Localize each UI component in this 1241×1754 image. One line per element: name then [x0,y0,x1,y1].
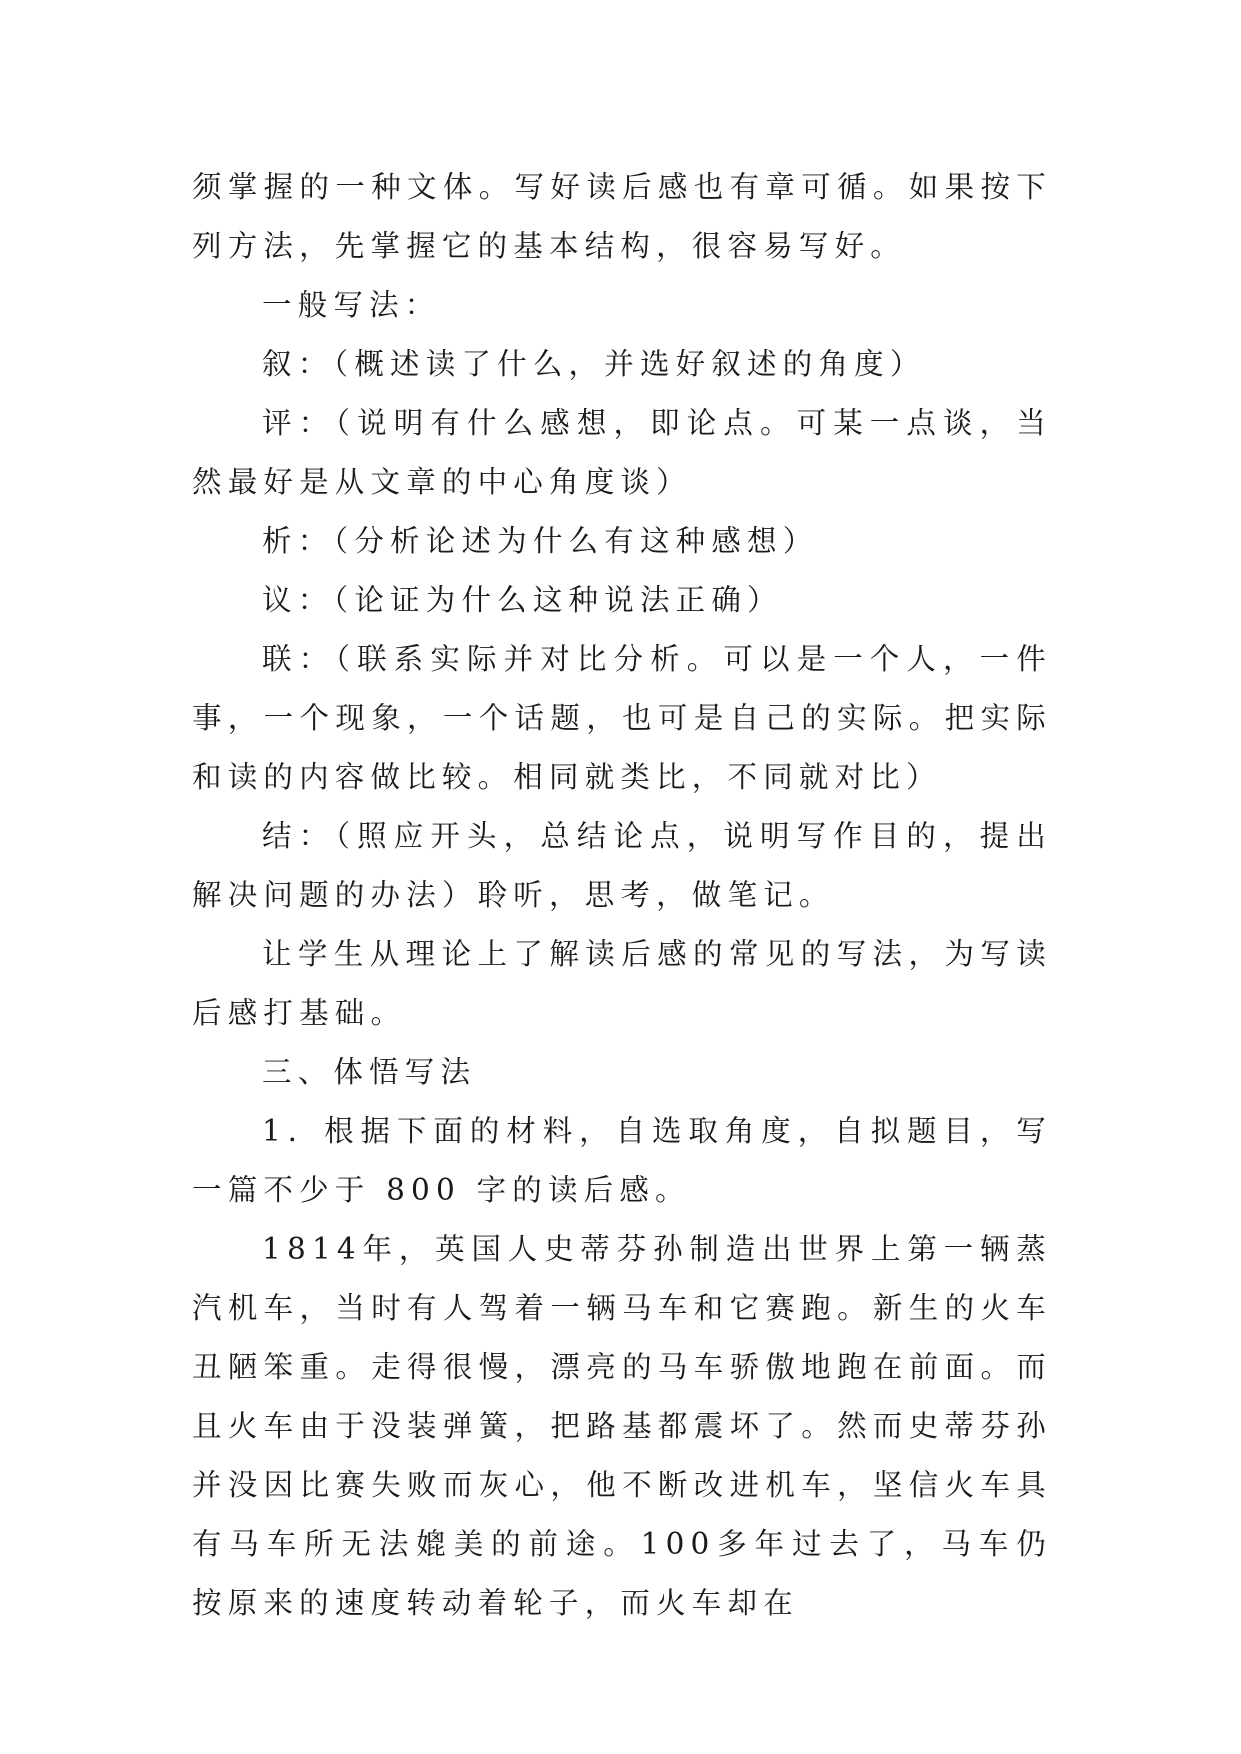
paragraph-6: 联：（联系实际并对比分析。可以是一个人，一件事，一个现象，一个话题，也可是自己的实际。把实际和读的内容做比较。相同就类比，不同就对比） [192,642,1052,794]
document-page [192,158,1052,1633]
paragraph-7: 结：（照应开头，总结论点，说明写作目的，提出解决问题的办法）聆听，思考，做笔记。 [192,819,1052,912]
paragraph-1: 一般写法： [262,288,441,322]
paragraph-2: 叙：（概述读了什么，并选好叙述的角度） [262,347,926,381]
paragraph-0: 须掌握的一种文体。写好读后感也有章可循。如果按下列方法，先掌握它的基本结构，很容易写好。 [192,170,1052,263]
paragraph-4: 析：（分析论述为什么有这种感想） [262,524,819,558]
paragraph-8: 让学生从理论上了解读后感的常见的写法，为写读后感打基础。 [192,937,1052,1030]
paragraph-3: 评：（说明有什么感想，即论点。可某一点谈，当然最好是从文章的中心角度谈） [192,406,1052,499]
paragraph-5: 议：（论证为什么这种说法正确） [262,583,783,617]
paragraph-10: 1．根据下面的材料，自选取角度，自拟题目，写一篇不少于 800 字的读后感。 [192,1114,1052,1207]
paragraph-9: 三、体悟写法 [262,1055,477,1089]
paragraph-11: 1814年，英国人史蒂芬孙制造出世界上第一辆蒸汽机车，当时有人驾着一辆马车和它赛跑。新生的火车丑陋笨重。走得很慢，漂亮的马车骄傲地跑在前面。而且火车由于没装弹簧，把路基都震坏了。然而史蒂芬孙并没因比赛失败而灰心，他不断改进机车，坚信火车具有马车所无法媲美的前途。100多年过去了，马车仍按原来的速度转动着轮子，而火车却在 [192,1232,1052,1620]
